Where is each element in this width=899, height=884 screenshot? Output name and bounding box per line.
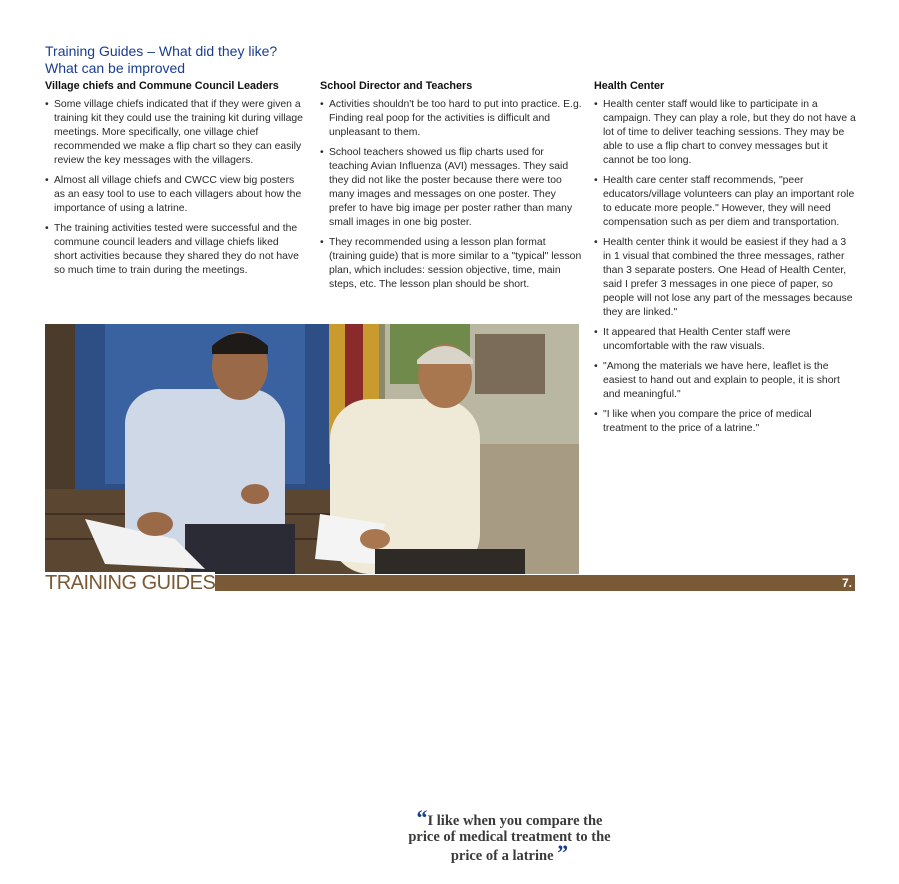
list-item: • Some village chiefs indicated that if they were given a training kit they could use the training kit during village meetings. More specifically, one village chief recommended we make a flip chart so they can easily review the key messages with the villagers.: [45, 98, 303, 168]
page-number: 7.: [841, 576, 852, 590]
list-item: • Health center staff would like to participate in a campaign. They can play a role, but they do not have a lot of time to deliver teaching sessions. They may be able to use a flip chart to convey messages but it cannot be too long.: [594, 98, 856, 168]
list-item: • Activities shouldn't be too hard to put into practice. E.g. Finding real poop for the activities is difficult and unpleasant to them.: [320, 98, 582, 140]
list-item: • They recommended using a lesson plan format (training guide) that is more similar to a "typical" lesson plan, which includes: session objective, time, main steps, etc. The lesson plan should be short.: [320, 236, 582, 292]
list-item: • School teachers showed us flip charts used for teaching Avian Influenza (AVI) messages. They said they did not like the poster because there were too many images and messages on one poster. They prefer to have big image per poster rather than many small images in one big poster.: [320, 146, 582, 230]
list-item: • "Among the materials we have here, leaflet is the easiest to hand out and explain to people, it is short and meaningful.": [594, 360, 856, 402]
column-school-teachers: [320, 79, 582, 298]
bullet-list: [594, 98, 856, 436]
column-village-chiefs: [45, 79, 303, 284]
list-item: • "I like when you compare the price of medical treatment to the price of a latrine.": [594, 408, 856, 436]
pull-quote: [408, 801, 611, 884]
bullet-list: [320, 98, 582, 292]
pull-quote-text: I like when you compare the price of medical treatment to the price of a latrine: [408, 813, 611, 864]
open-quote-mark: “: [416, 805, 428, 830]
column-title: Village chiefs and Commune Council Leaders: [45, 80, 279, 92]
close-quote-mark: ”: [557, 840, 569, 865]
bullet-list: [45, 98, 303, 278]
list-item: • The training activities tested were successful and the commune council leaders and village chiefs liked short activities because they shared they do not have so much time to train during the meetings.: [45, 222, 303, 278]
column-health-center: [594, 79, 856, 442]
column-title: School Director and Teachers: [320, 80, 473, 92]
section-heading-line2: What can be improved: [45, 60, 186, 76]
footer-title: TRAINING GUIDES: [45, 572, 216, 594]
list-item: • Health center think it would be easiest if they had a 3 in 1 visual that combined the three messages, rather than 3 separate posters. One Head of Health Center, said I prefer 3 messages in one piece of paper, so people will not lose any part of the messages because they are linked.": [594, 236, 856, 320]
column-title: Health Center: [594, 80, 665, 92]
list-item: • Health care center staff recommends, "peer educators/village volunteers can play an important role to educate more people." However, they will need compensation such as per diem and transportation.: [594, 174, 856, 230]
section-heading-line1: Training Guides – What did they like?: [45, 43, 278, 59]
photo-illustration: [45, 324, 579, 574]
section-heading: [45, 43, 345, 77]
list-item: • Almost all village chiefs and CWCC view big posters as an easy tool to use to each villagers about how the importance of using a latrine.: [45, 174, 303, 216]
list-item: • It appeared that Health Center staff were uncomfortable with the raw visuals.: [594, 326, 856, 354]
